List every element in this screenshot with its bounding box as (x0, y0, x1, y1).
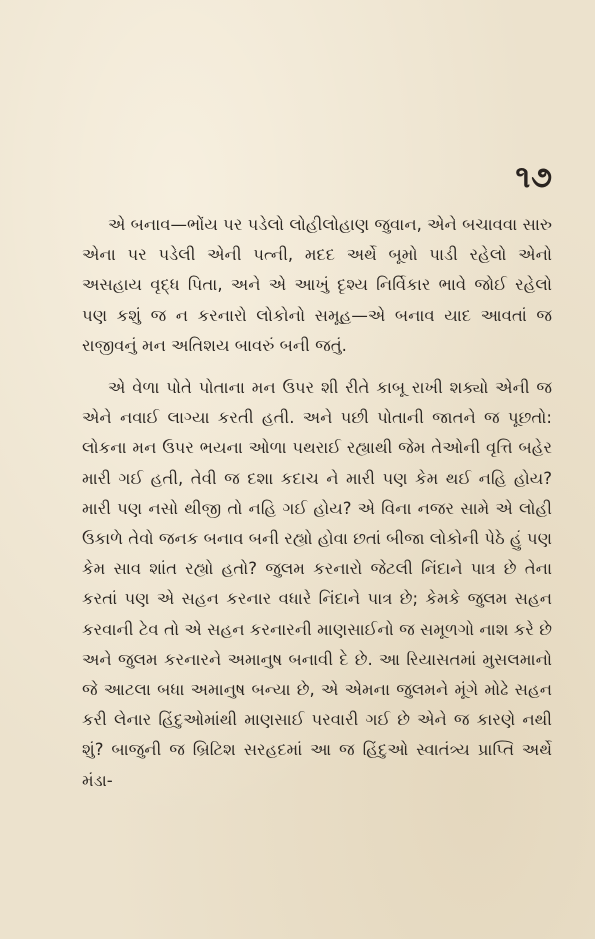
page-number: ૧૭ (515, 160, 553, 195)
paragraph-2: એ વેળા પોતે પોતાના મન ઉપર શી રીતે કાબૂ રાખી શક્યો એની જ એને નવાઈ લાગ્યા કરતી હતી. અને પછી પોતાની જાતને જ પૂછતો: લોકના મન ઉપર ભયના ઓળા પથરાઈ રહ્યાથી જેમ તેઓની વૃત્તિ બહેર મારી ગઈ હતી, તેવી જ દશા કદાચ ને મારી પણ કેમ થઈ નહિ હોય? મારી પણ નસો થીજી તો નહિ ગઈ હોય? એ વિના નજર સામે એ લોહી ઉકાળે તેવો જનક બનાવ બની રહ્યો હોવા છતાં બીજા લોકોની પેઠે હું પણ કેમ સાવ શાંત રહ્યો હતો? જુલમ કરનારો જેટલી નિંદાને પાત્ર છે તેના કરતાં પણ એ સહન કરનાર વધારે નિંદાને પાત્ર છે; કેમકે જુલમ સહન કરવાની ટેવ તો એ સહન કરનારની માણસાઈનો જ સમૂળગો નાશ કરે છે અને જુલમ કરનારને અમાનુષ બનાવી દે છે. આ રિયાસતમાં મુસલમાનો જે આટલા બધા અમાનુષ બન્યા છે, એ એમના જુલમને મૂંગે મોઢે સહન કરી લેનાર હિંદુઓમાંથી માણસાઈ પરવારી ગઈ છે એને જ કારણે નથી શું? બાજુની જ બ્રિટિશ સરહદમાં આ જ હિંદુઓ સ્વાતંત્ર્ય પ્રાપ્તિ અર્થે મંડા- (82, 378, 552, 790)
paragraph-1: એ બનાવ—ભોંય પર પડેલો લોહીલોહાણ જુવાન, એને બચાવવા સારુ એના પર પડેલી એની પત્ની, મદદ અર્થે બૂમો પાડી રહેલો એનો અસહાય વૃદ્ધ પિતા, અને એ આખું દૃશ્ય નિર્વિકાર ભાવે જોઈ રહેલો પણ કશું જ ન કરનારો લોકોનો સમૂહ—એ બનાવ યાદ આવતાં જ રાજીવનું મન અતિશય બાવરું બની જતું. (82, 215, 552, 355)
body-text (82, 210, 552, 796)
